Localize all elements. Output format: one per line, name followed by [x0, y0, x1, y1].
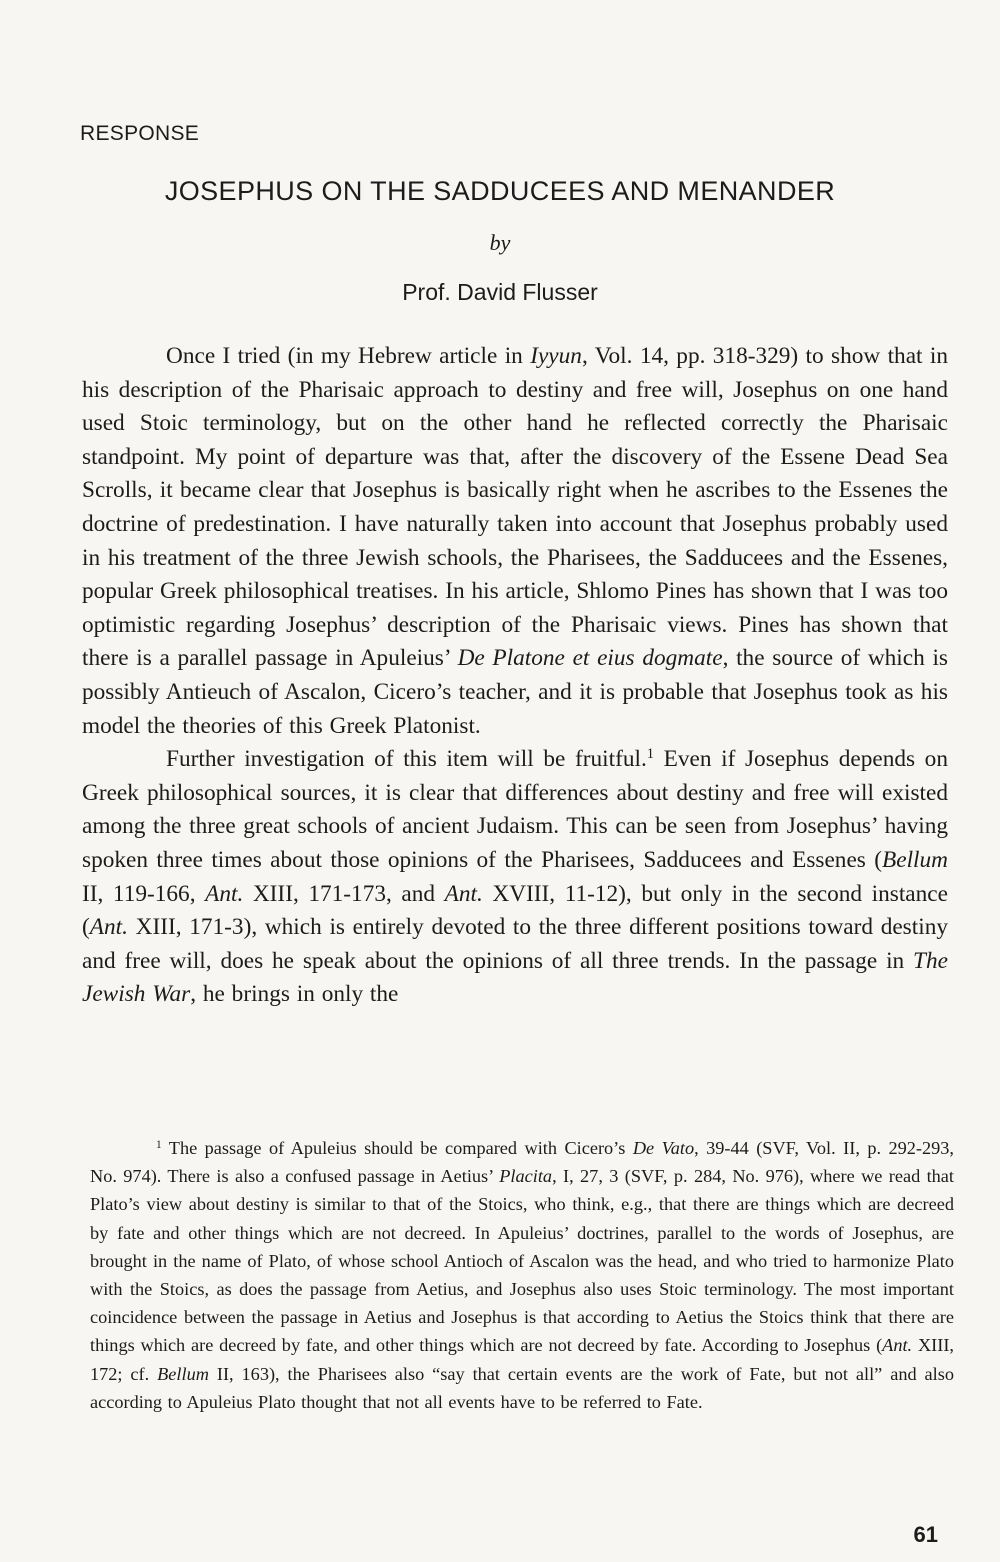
text-run: , Vol. 14, pp. 318-329) to show that in his description of the Pharisaic approach to destiny and free will, Josephus on one hand used Stoic terminology, but on the other hand he reflected correctly the Pharisaic standpoint. My point of departure was that, after the discovery of the Essene Dead Sea Scrolls, it became clear that Josephus is basically right when he ascribes to the Essenes the doctrine of predestination. I have naturally taken into account that Josephus probably used in his treatment of the three Jewish schools, the Pharisees, the Sadducees and the Essenes, popular Greek philosophical treatises. In his article, Shlomo Pines has shown that I was too optimistic regarding Josephus’ description of the Pharisaic views. Pines has shown that there is a parallel passage in Apuleius’	[82, 343, 948, 672]
body-paragraph	[82, 743, 948, 1012]
text-run: , the source of which is possibly Antieuch of Ascalon, Cicero’s teacher, and it is probable that Josephus took as his model the theories of this Greek Platonist.	[82, 645, 948, 739]
footnote-1	[90, 1134, 954, 1416]
footnotes	[90, 1134, 954, 1416]
text-run: , I, 27, 3 (SVF, p. 284, No. 976), where we read that Plato’s view about destiny is similar to that of the Stoics, who think, e.g., that there are things which are decreed by fate and other things which are not decreed. In Apuleius’ doctrines, parallel to the words of Josephus, are brought in the name of Plato, of whose school Antioch of Ascalon was the head, and who tried to harmonize Plato with the Stoics, as does the passage from Aetius, and Josephus also uses Stoic terminology. The most important coincidence between the passage in Aetius and Josephus is that according to Aetius the Stoics think that there are things which are decreed by fate, and other things which are not decreed by fate. According to Josephus (	[90, 1166, 955, 1356]
text-run: Even if Josephus depends on Greek philosophical sources, it is clear that differences about destiny and free will existed among the three great schools of ancient Judaism. This can be seen from Josephus’ having spoken three times about those opinions of the Pharisees, Sadducees and Essenes (	[82, 746, 948, 873]
text-run: Further investigation of this item will be fruitful.	[166, 746, 647, 773]
text-run: Once I tried (in my Hebrew article in	[166, 343, 531, 369]
italic-text: De Platone et eius dogmate	[457, 645, 723, 672]
text-run: , he brings in only the	[190, 981, 399, 1008]
text-run: XIII, 172; cf.	[90, 1335, 954, 1384]
italic-text: Bellum	[157, 1363, 209, 1384]
footnote-ref: 1	[646, 746, 655, 763]
italic-text: The Jewish War	[82, 947, 948, 1008]
text-run: XIII, 171-3), which is entirely devoted to the three different positions toward destiny and free will, does he speak about the opinions of all three trends. In the passage in	[82, 914, 948, 974]
body-paragraph	[82, 340, 948, 743]
byline: by	[489, 230, 511, 255]
section-label: RESPONSE	[80, 122, 200, 145]
italic-text: Ant.	[882, 1335, 913, 1356]
text-run: II, 163), the Pharisees also “say that certain events are the work of Fate, but not all” and also according to Apuleius Plato thought that not all events have to be referred to Fate.	[90, 1363, 954, 1412]
author-name: Prof. David Flusser	[402, 279, 598, 305]
italic-text: Ant.	[205, 880, 244, 907]
article-title: JOSEPHUS ON THE SADDUCEES AND MENANDER	[164, 176, 836, 206]
italic-text: De Vato	[632, 1138, 695, 1158]
italic-text: Ant.	[444, 880, 483, 907]
italic-text: Ant.	[89, 914, 128, 941]
italic-text: Iyyun	[530, 343, 582, 369]
page-number: 61	[913, 1522, 938, 1547]
text-run: The passage of Apuleius should be compared with Cicero’s	[161, 1138, 633, 1158]
text-run: XVIII, 11-12), but only in the second instance (	[82, 880, 948, 941]
text-run: XIII, 171-173, and	[243, 880, 445, 907]
footnote-ref: 1	[156, 1138, 162, 1151]
italic-text: Bellum	[882, 846, 948, 873]
text-run: II, 119-166,	[82, 880, 206, 907]
article-body	[82, 340, 948, 1012]
italic-text: Placita	[499, 1166, 553, 1187]
text-run: , 39-44 (SVF, Vol. II, p. 292-293, No. 974). There is also a confused passage in Aetius’	[90, 1138, 954, 1187]
